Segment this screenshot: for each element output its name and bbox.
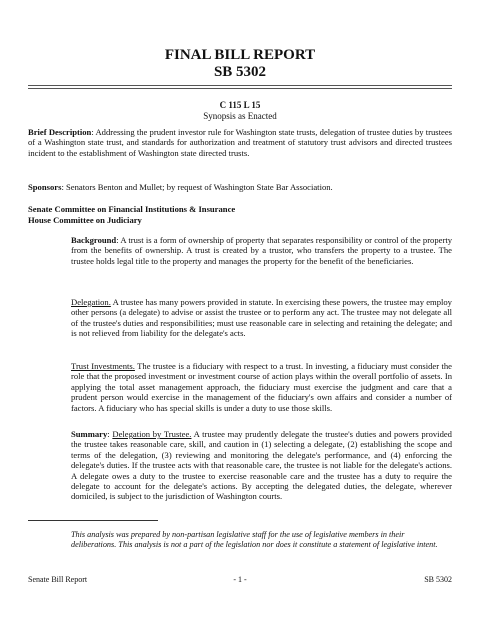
sponsors-label: Sponsors	[28, 182, 62, 192]
footer-left: Senate Bill Report	[28, 575, 88, 584]
delegation-text: A trustee has many powers provided in statute. In exercising these powers, the trustee may employ other persons (a delegate) to advise or assist the trustee or to perform any act. The trustee may not delegate all of the trustee's duties and responsibilities; must use reasonable care in selecting and retaining the delegate; and is not relieved from liability for the delegate's acts.	[71, 297, 452, 339]
summary-label: Summary	[71, 429, 108, 439]
trust-investments-section	[71, 361, 452, 413]
background-label: Background	[71, 235, 117, 245]
delegation-label: Delegation.	[71, 297, 111, 307]
trust-investments-label: Trust Investments.	[71, 361, 135, 371]
sponsors-text: Senators Benton and Mullet; by request of Washington State Bar Association.	[65, 182, 333, 192]
chapter-citation: C 115 L 15	[219, 100, 261, 110]
footer-right: SB 5302	[424, 575, 452, 584]
trust-investments-text: The trustee is a fiduciary with respect to a trust. In investing, a fiduciary must consider the role that the proposed investment or investment course of action plays within the overall portfolio of assets. In applying the total asset management approach, the fiduciary must exercise the judgment and care that a prudent person would exercise in the management of the fiduciary's own affairs and consider a number of factors. A fiduciary who has special skills is under a duty to use those skills.	[71, 361, 452, 413]
brief-text: Addressing the prudent investor rule for Washington state trusts, delegation of trustee duties by trustees of a Washington state trust, and standards for authorization and treatment of statutory trust advisors and directed trustees incident to the establishment of Washington state directed trusts.	[28, 127, 452, 158]
summary-text: A trustee may prudently delegate the trustee's duties and powers provided the trustee takes reasonable care, skill, and caution in (1) selecting a delegate, (2) establishing the scope and terms of the delegation, (3) reviewing and monitoring the delegate's performance, and (4) enforcing the delegate's duties. If the trustee acts with that reasonable care, the trustee is not liable for the delegate's actions. A delegate owes a duty to the trustee to exercise reasonable care and the trustee has a duty to require the delegate to account for the delegate's actions. By accepting the delegated duties, the delegate, wherever domiciled, is subject to the jurisdiction of Washington courts.	[71, 429, 452, 502]
title-rule	[28, 85, 452, 89]
brief-description: Brief Description: Addressing the prudent investor rule for Washington state trusts, delegation of trustee duties by trustees of a Washington state trust, and standards for authorization and treatment of statutory trust advisors and directed trustees incident to the establishment of Washington state directed trusts.	[28, 127, 452, 158]
committee-senate: Senate Committee on Financial Institutions & Insurance	[28, 204, 236, 214]
report-title: FINAL BILL REPORT	[164, 47, 316, 63]
brief-label: Brief Description	[28, 127, 92, 137]
bill-number: SB 5302	[213, 64, 267, 80]
footnote-rule	[28, 520, 158, 521]
sponsors: Sponsors: Senators Benton and Mullet; by request of Washington State Bar Association.	[28, 182, 333, 192]
background-section: Background: A trust is a form of ownership of property that separates responsibility or control of the property from the benefits of ownership. A trust is created by a trustor, who transfers the property to a trustee. The trustee holds legal title to the property and manages the property for the benefit of the beneficiaries.	[71, 235, 453, 266]
committee-house: House Committee on Judiciary	[28, 215, 142, 225]
summary-sublabel: Delegation by Trustee.	[112, 429, 192, 439]
page-number: - 1 -	[233, 575, 247, 584]
delegation-section	[71, 297, 452, 339]
footnote: This analysis was prepared by non-partisan legislative staff for the use of legislative members in their deliberations. This analysis is not a part of the legislation nor does it constitute a statement of legislative intent.	[71, 530, 438, 549]
background-text: A trust is a form of ownership of property that separates responsibility or control of the property from the benefits of ownership. A trust is created by a trustor, who transfers the property to a trustee. The trustee holds legal title to the property and manages the property for the benefit of the beneficiaries.	[71, 235, 453, 266]
summary-section: Summary: Delegation by Trustee. A trustee may prudently delegate the trustee's duties and powers provided the trustee takes reasonable care, skill, and caution in (1) selecting a delegate, (2) establishing the scope and terms of the delegation, (3) reviewing and monitoring the delegate's performance, and (4) enforcing the delegate's duties. If the trustee acts with that reasonable care, the trustee is not liable for the delegate's actions. A delegate owes a duty to the trustee to exercise reasonable care and the trustee has a duty to require the delegate to account for the delegate's actions. By accepting the delegated duties, the delegate, wherever domiciled, is subject to the jurisdiction of Washington courts.	[71, 429, 452, 502]
synopsis-label: Synopsis as Enacted	[203, 111, 277, 121]
